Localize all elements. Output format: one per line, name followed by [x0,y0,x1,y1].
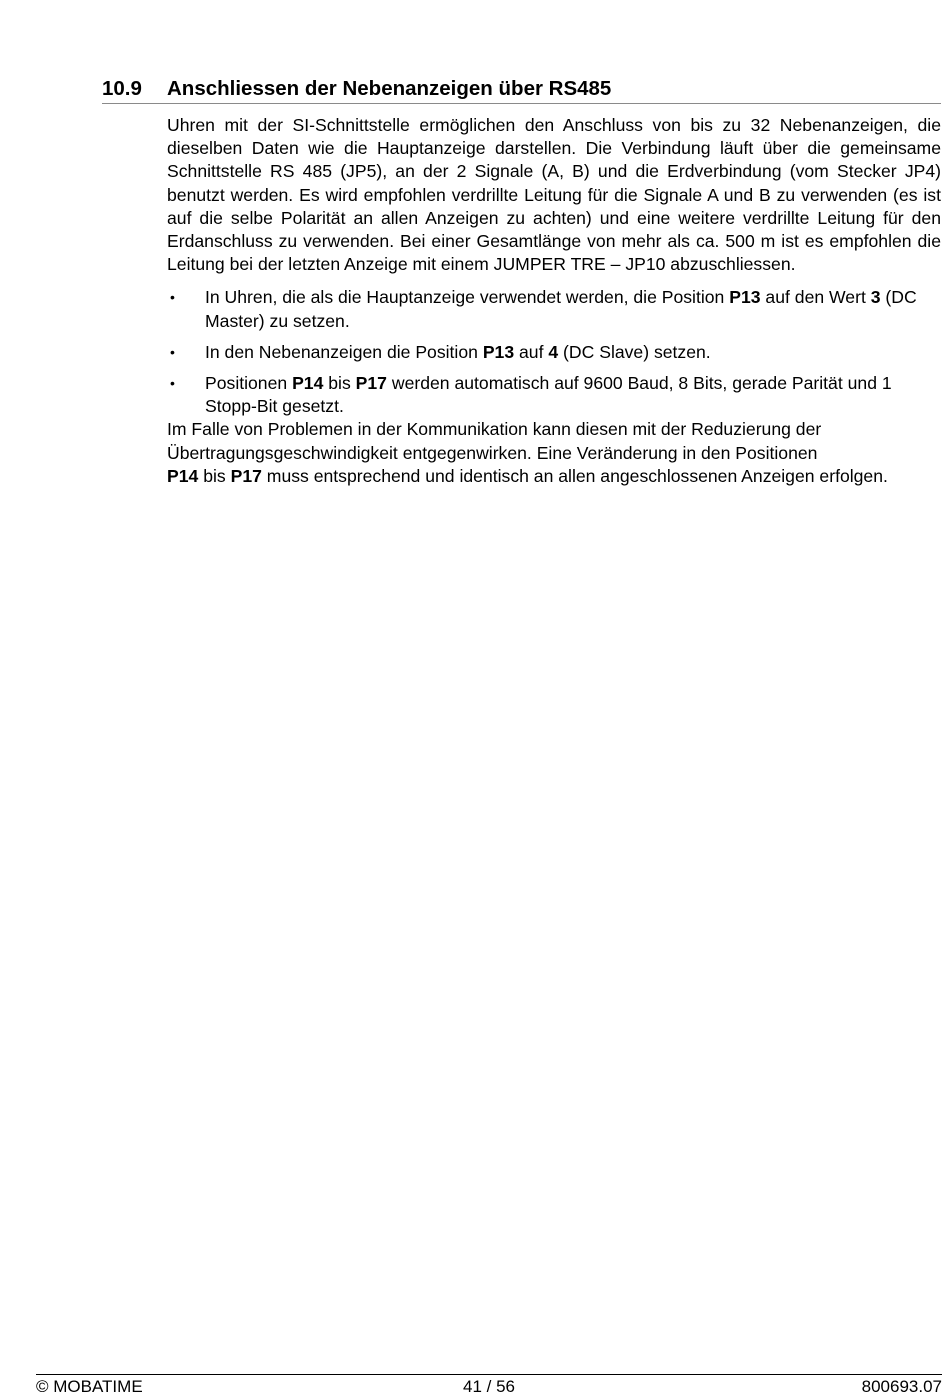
closing-paragraph [167,418,941,488]
bullet-icon: • [170,375,175,392]
closing-text: bis [198,465,231,486]
list-item [167,372,941,418]
bullet-text: Positionen [205,373,293,394]
section-title: Anschliessen der Nebenanzeigen über RS485 [167,77,612,100]
bullet-icon: • [170,289,175,306]
section-number: 10.9 [102,77,142,100]
bullet-text: In den Nebenanzeigen die Position [205,341,483,362]
closing-bold: P17 [230,465,262,486]
bullet-bold: P13 [729,287,761,308]
footer-page-number: 41 / 56 [463,1377,515,1396]
closing-text: Im Falle von Problemen in der Kommunikation kann diesen mit der Reduzierung der Übertragungsgeschwindigkeit entgegenwirken. Eine Veränderung in den Positionen [167,419,822,463]
section [102,76,941,488]
footer-copyright: © MOBATIME [36,1377,143,1396]
bullet-bold: P14 [292,373,324,394]
intro-paragraph: Uhren mit der SI-Schnittstelle ermöglichen den Anschluss von bis zu 32 Nebenanzeigen, die dieselben Daten wie die Hauptanzeige darstellen. Die Verbindung läuft über die gemeinsame Schnittstelle RS 485 (JP5), an der 2 Signale (A, B) und die Erdverbindung (vom Stecker JP4) benutzt werden. Es wird empfohlen verdrillte Leitung für die Signale A und B zu verwenden (es ist auf die selbe Polarität an allen Anzeigen zu achten) und eine weitere verdrillte Leitung für den Erdanschluss zu verwenden. Bei einer Gesamtlänge von mehr als ca. 500 m ist es empfohlen die Leitung bei der letzten Anzeige mit einem JUMPER TRE – JP10 abzuschliessen. [167,115,941,275]
bullet-text: auf den Wert [760,287,871,308]
bullet-bold: 4 [548,341,559,362]
section-body [167,114,941,488]
bullet-bold: P17 [355,373,387,394]
closing-bold: P14 [167,465,199,486]
list-item [167,286,941,332]
page-footer [36,1374,942,1397]
bullet-bold: P13 [482,341,515,362]
footer-document-number: 800693.07 [861,1377,942,1396]
bullet-text: (DC Slave) setzen. [558,341,711,362]
bullet-icon: • [170,343,175,360]
closing-text: muss entsprechend und identisch an allen angeschlossenen Anzeigen erfolgen. [261,465,888,486]
bullet-text: (DC Master) zu setzen. [205,287,917,331]
bullet-text: werden automatisch auf 9600 Baud, 8 Bits, gerade Parität und 1 Stopp-Bit gesetzt. [205,373,892,417]
bullet-bold: 3 [870,287,881,308]
bullet-text: auf [514,341,549,362]
bullet-text: bis [323,373,356,394]
bullet-text: In Uhren, die als die Hauptanzeige verwendet werden, die Position [205,287,730,308]
list-item [167,341,941,364]
section-heading [102,76,941,104]
bullet-list [167,286,941,418]
